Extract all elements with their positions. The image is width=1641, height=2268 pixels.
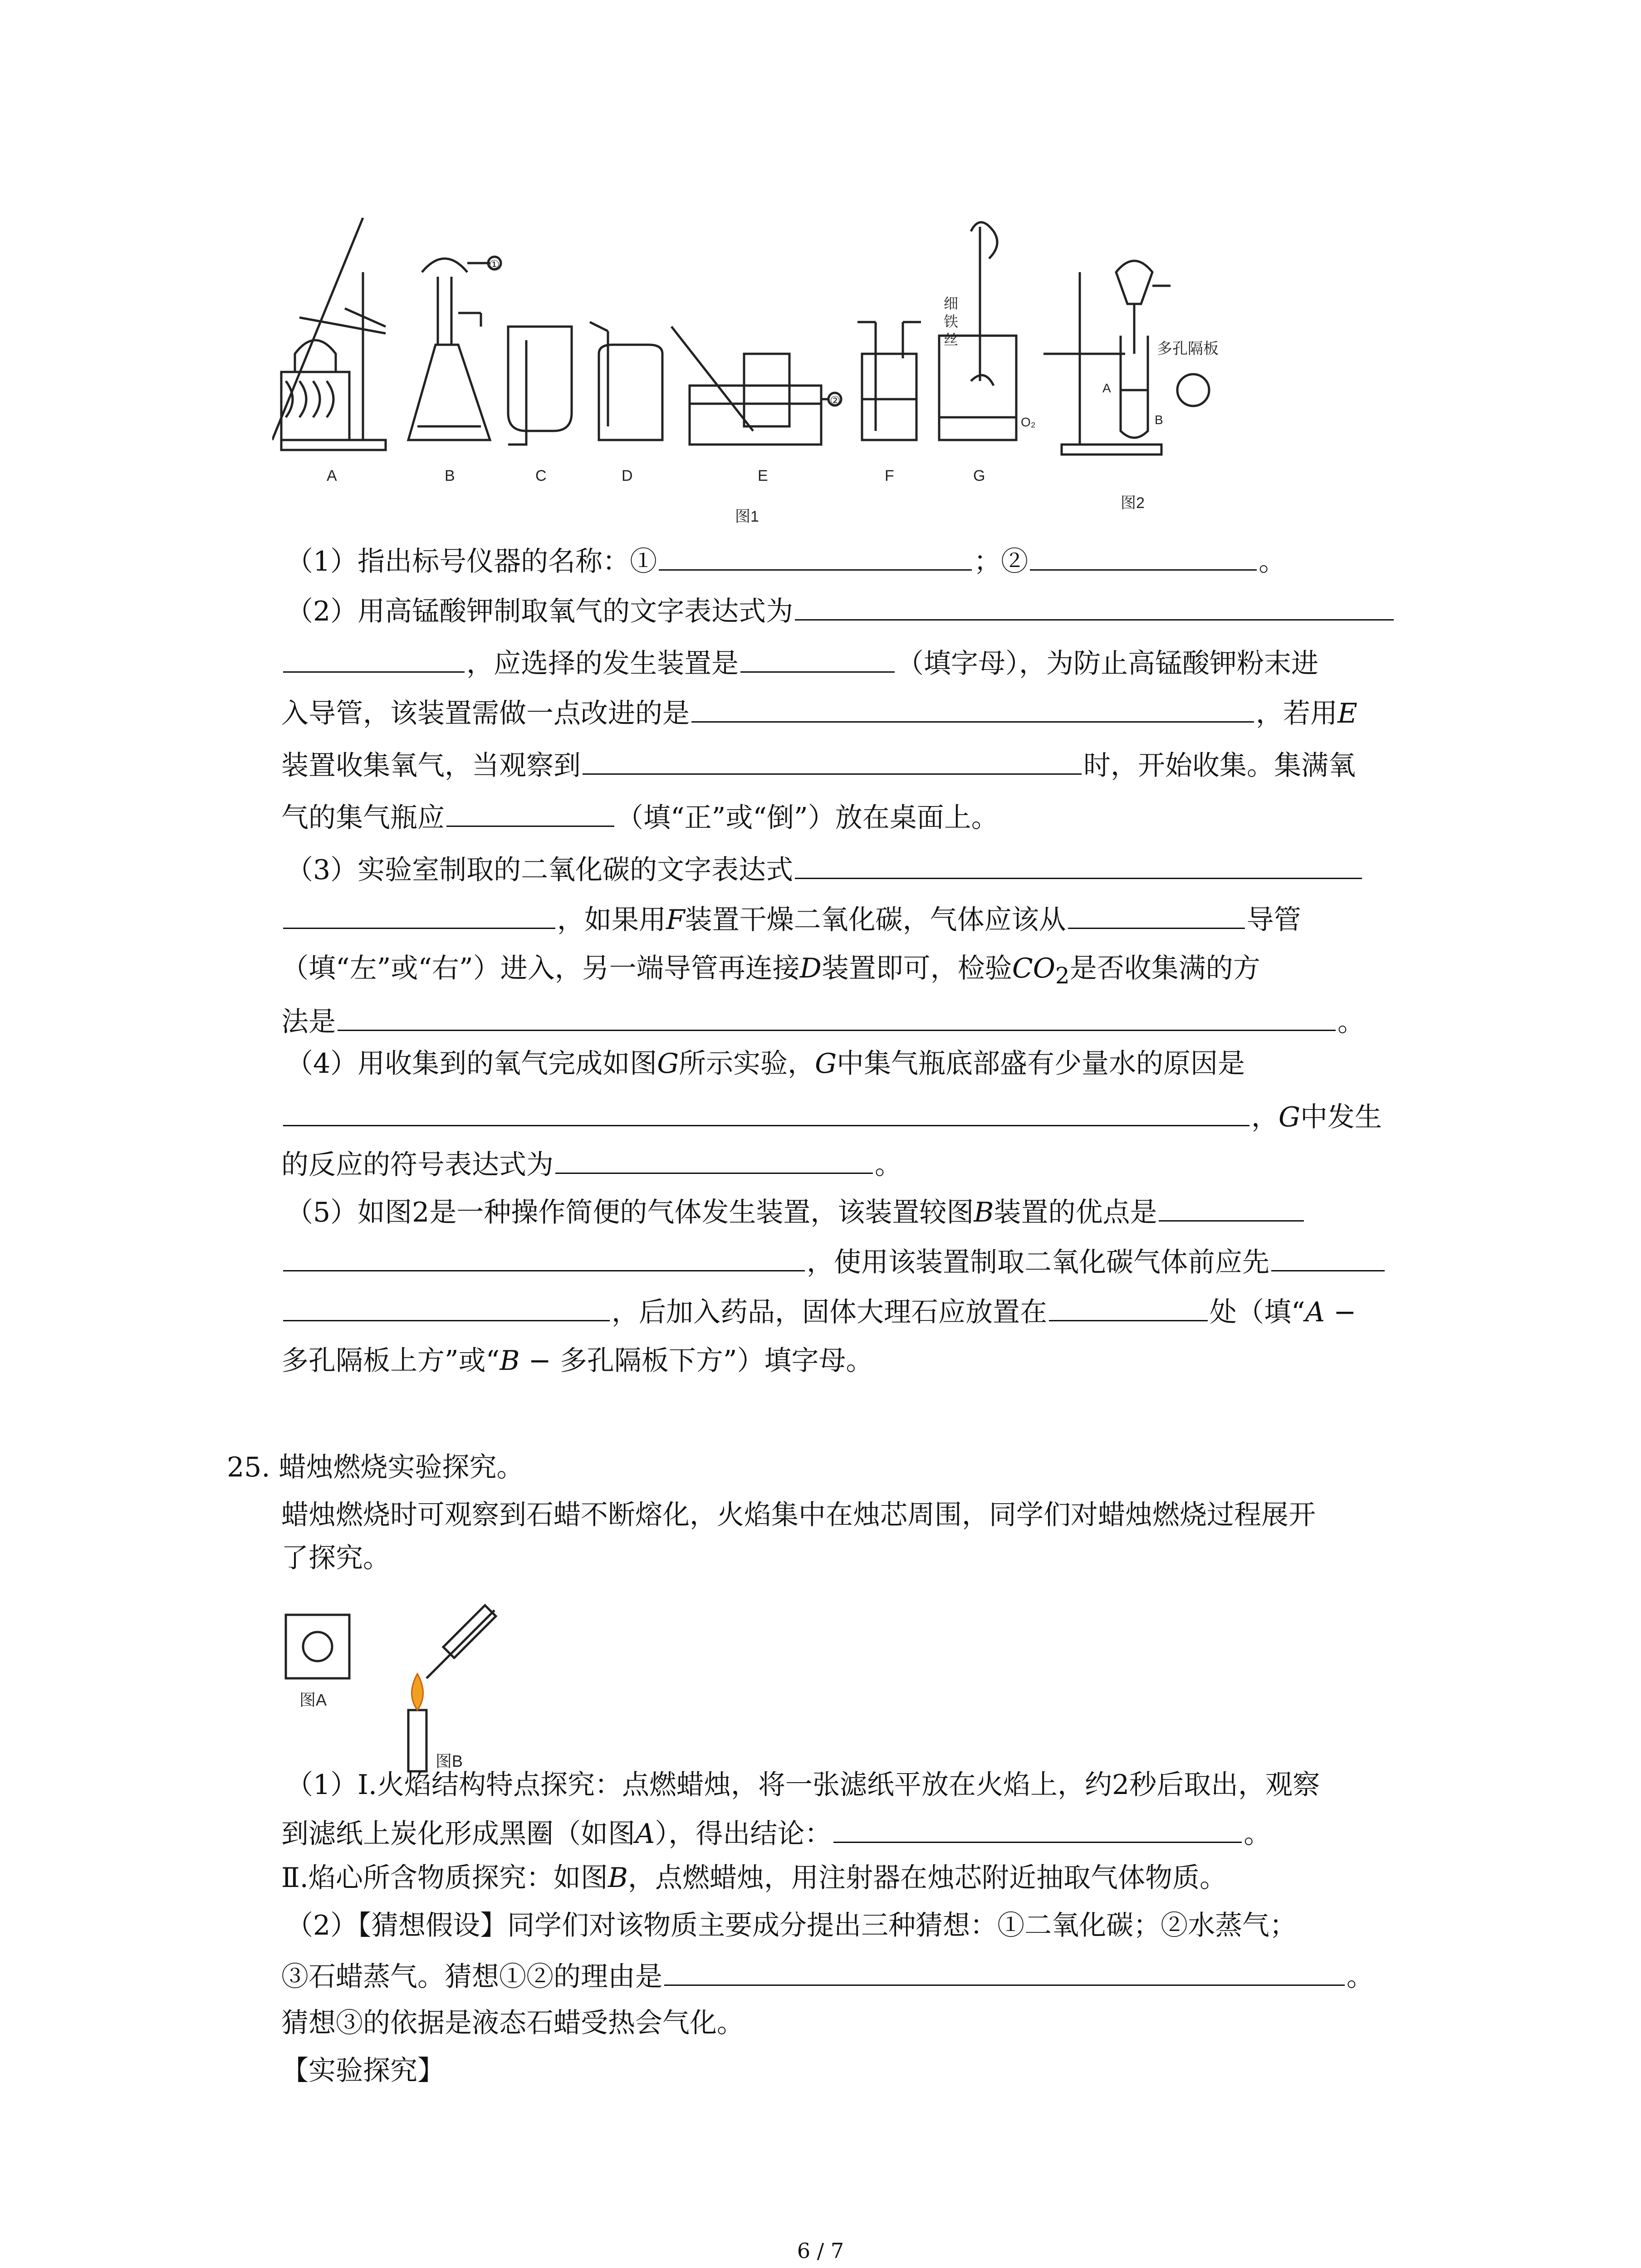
candle-figure [281, 1597, 554, 1778]
porous-plate-label: 多孔隔板 [1157, 340, 1219, 357]
apparatus-b-icon [408, 257, 501, 440]
fig2-label-b: B [1155, 413, 1163, 427]
o2-label: O₂ [1021, 415, 1036, 429]
q25-line-2: 到滤纸上炭化形成黑圈（如图A），得出结论： 。 [281, 1814, 1271, 1852]
q24-line-10: 法是 。 [281, 1002, 1365, 1040]
candle-icon [408, 1710, 426, 1771]
q24-line-9: （填“左”或“右”）进入，另一端导管再连接D装置即可，检验$CO_2$是否收集满的方 [281, 953, 1260, 989]
apparatus-g-icon [939, 222, 1016, 440]
answer-blank[interactable] [833, 1814, 1242, 1843]
answer-blank[interactable] [283, 900, 555, 929]
q25-line-3: Ⅱ.焰心所含物质探究：如图B，点燃蜡烛，用注射器在烛芯附近抽取气体物质。 [281, 1862, 1227, 1894]
page-number: 6 / 7 [797, 2239, 844, 2263]
label-b: B [445, 467, 455, 484]
iron-wire-label-1: 细 [944, 295, 959, 312]
label-g: G [973, 467, 985, 484]
answer-blank[interactable] [283, 1293, 610, 1321]
fig2-label-a: A [1102, 381, 1111, 395]
q24-line-7: （3）实验室制取的二氧化碳的文字表达式 [286, 850, 1364, 888]
black-ring-icon [303, 1632, 332, 1661]
answer-blank[interactable] [555, 1145, 873, 1174]
answer-blank[interactable] [446, 798, 614, 827]
porous-plate-device-icon [1043, 261, 1209, 455]
label-e: E [758, 467, 768, 484]
q24-line-11: （4）用收集到的氧气完成如图G所示实验，G中集气瓶底部盛有少量水的原因是 [286, 1048, 1245, 1080]
q24-line-8: ，如果用F装置干燥二氧化碳，气体应该从 导管 [281, 900, 1301, 938]
apparatus-e-icon [671, 327, 841, 445]
label-f: F [885, 467, 894, 484]
q24-line-15: ，使用该装置制取二氧化碳气体前应先 [281, 1243, 1386, 1281]
syringe-icon [426, 1610, 495, 1678]
apparatus-a-icon [272, 218, 386, 450]
answer-blank[interactable] [1068, 900, 1245, 929]
answer-blank[interactable] [740, 644, 895, 673]
label-a: A [327, 467, 337, 484]
answer-blank[interactable] [283, 644, 465, 673]
figure-b-caption: 图B [436, 1752, 463, 1770]
figure1-caption: 图1 [735, 508, 759, 525]
answer-blank[interactable] [664, 1957, 1345, 1986]
answer-blank[interactable] [1271, 1243, 1385, 1271]
q25-line-1: （1）Ⅰ.火焰结构特点探究：点燃蜡烛，将一张滤纸平放在火焰上，约2秒后取出，观察 [286, 1769, 1320, 1801]
q25-line-5: ③石蜡蒸气。猜想①②的理由是 。 [281, 1957, 1374, 1995]
figure2-caption: 图2 [1121, 494, 1145, 512]
q24-line-13: 的反应的符号表达式为 。 [281, 1145, 902, 1183]
q25-line-7: 【实验探究】 [281, 2055, 445, 2087]
filter-paper-icon [286, 1615, 349, 1678]
answer-blank[interactable] [583, 746, 1082, 775]
q24-line-17: 多孔隔板上方”或“B − 多孔隔板下方”）填字母。 [281, 1345, 873, 1377]
iron-wire-label-2: 铁 [944, 313, 959, 330]
q25-title: 25. 蜡烛燃烧实验探究。 [227, 1452, 524, 1483]
q25-line-6: 猜想③的依据是液态石蜡受热会气化。 [281, 2007, 744, 2039]
q25-intro-2: 了探究。 [281, 1542, 390, 1574]
q24-line-4: 入导管，该装置需做一点改进的是 ，若用E [281, 694, 1357, 732]
q24-line-14: （5）如图2是一种操作简便的气体发生装置，该装置较图B装置的优点是 [286, 1193, 1306, 1231]
answer-blank[interactable] [1030, 542, 1257, 571]
label-c: C [535, 467, 547, 484]
figure-a-caption: 图A [299, 1691, 327, 1709]
lab-apparatus-figure [272, 218, 1270, 535]
q25-line-4: （2）【猜想假设】同学们对该物质主要成分提出三种猜想：①二氧化碳；②水蒸气； [286, 1910, 1297, 1941]
circle-1-label: ① [489, 258, 500, 271]
answer-blank[interactable] [283, 1243, 805, 1271]
iron-wire-label-3: 丝 [944, 332, 959, 348]
answer-blank[interactable] [1159, 1193, 1304, 1222]
answer-blank[interactable] [795, 592, 1394, 621]
answer-blank[interactable] [338, 1002, 1336, 1031]
q24-line-2: （2）用高锰酸钾制取氧气的文字表达式为 [286, 592, 1396, 630]
circle-2-label: ② [830, 394, 841, 407]
q24-line-5: 装置收集氧气，当观察到 时，开始收集。集满氧 [281, 746, 1356, 784]
apparatus-f-icon [857, 322, 921, 440]
label-d: D [622, 467, 633, 484]
answer-blank[interactable] [1049, 1293, 1208, 1321]
q25-intro-1: 蜡烛燃烧时可观察到石蜡不断熔化，火焰集中在烛芯周围，同学们对蜡烛燃烧过程展开 [281, 1499, 1316, 1531]
q24-line-12: ，G中发生 [281, 1098, 1382, 1135]
answer-blank[interactable] [283, 1098, 1249, 1126]
apparatus-c-icon [508, 327, 572, 445]
q24-line-6: 气的集气瓶应 （填“正”或“倒”）放在桌面上。 [281, 798, 999, 836]
q24-line-1: （1）指出标号仪器的名称：① ；② 。 [286, 542, 1286, 580]
answer-blank[interactable] [659, 542, 972, 571]
answer-blank[interactable] [691, 694, 1254, 723]
apparatus-d-icon [590, 322, 662, 440]
q24-line-3: ，应选择的发生装置是 （填字母），为防止高锰酸钾粉末进 [281, 644, 1318, 682]
flame-icon [412, 1674, 423, 1710]
q24-line-16: ，后加入药品，固体大理石应放置在 处（填“A − [281, 1293, 1356, 1330]
answer-blank[interactable] [795, 850, 1362, 879]
